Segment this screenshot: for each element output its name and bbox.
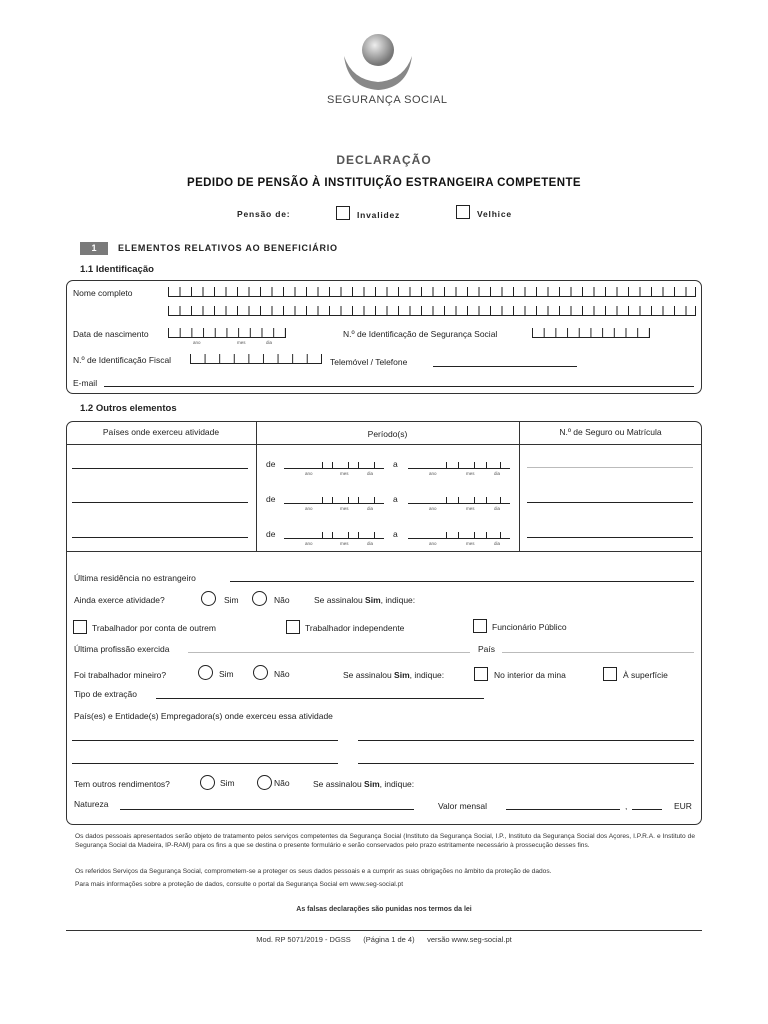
- other-income-no-radio[interactable]: [257, 775, 272, 790]
- table-header-periods: Período(s): [367, 429, 408, 439]
- period-from-field-1[interactable]: [284, 459, 384, 469]
- income-nature-field[interactable]: [120, 809, 414, 810]
- period-to-year-hint-3: ano: [429, 541, 437, 546]
- velhice-label: Velhice: [477, 209, 512, 219]
- surface-label: À superfície: [623, 670, 668, 680]
- period-from-field-2[interactable]: [284, 494, 384, 504]
- period-from-label-1: de: [266, 459, 276, 469]
- false-declaration-warning: As falsas declarações são punidas nos termos da lei: [296, 906, 472, 913]
- period-from-year-hint-2: ano: [305, 506, 313, 511]
- country-field-3[interactable]: [72, 537, 248, 538]
- last-profession-label: Última profissão exercida: [74, 644, 170, 654]
- extraction-type-label: Tipo de extração: [74, 689, 137, 699]
- table-col-divider-1: [256, 421, 257, 551]
- monthly-value-cents-field[interactable]: [632, 809, 662, 810]
- section-title: ELEMENTOS RELATIVOS AO BENEFICIÁRIO: [118, 243, 338, 253]
- logo: [338, 30, 418, 92]
- insurance-field-3[interactable]: [527, 537, 693, 538]
- document-title: DECLARAÇÃO: [336, 153, 432, 167]
- period-from-month-hint-3: mes: [340, 541, 349, 546]
- employers-field-1b[interactable]: [358, 740, 694, 741]
- nif-label: N.º de Identificação Fiscal: [73, 355, 172, 365]
- nif-field[interactable]: [190, 354, 322, 364]
- country-field-1[interactable]: [72, 468, 248, 469]
- country-field-2[interactable]: [72, 502, 248, 503]
- email-field[interactable]: [104, 386, 694, 387]
- footer-text: Mod. RP 5071/2019 - DGSS (Página 1 de 4) versão www.seg-social.pt: [256, 935, 512, 944]
- if-yes-suffix: , indique:: [380, 595, 416, 605]
- logo-emblem-icon: [338, 30, 418, 92]
- other-elements-subtitle: 1.2 Outros elementos: [80, 403, 177, 414]
- birth-month-hint: mes: [237, 340, 246, 345]
- email-label: E-mail: [73, 378, 98, 388]
- civil-servant-checkbox[interactable]: [473, 619, 487, 633]
- insurance-field-1[interactable]: [527, 467, 693, 468]
- full-name-label: Nome completo: [73, 288, 133, 298]
- period-to-month-hint-1: mes: [466, 471, 475, 476]
- period-from-day-hint-1: dia: [367, 471, 374, 476]
- other-income-yes-radio[interactable]: [200, 775, 215, 790]
- period-to-field-1[interactable]: [408, 459, 510, 469]
- decimal-separator: ,: [625, 801, 628, 811]
- insurance-field-2[interactable]: [527, 502, 693, 503]
- period-to-month-hint-3: mes: [466, 541, 475, 546]
- table-header-insurance: N.º de Seguro ou Matrícula: [559, 427, 662, 437]
- section-number: 1: [80, 242, 108, 255]
- identification-subtitle: 1.1 Identificação: [80, 264, 154, 275]
- other-income-yes-label: Sim: [220, 778, 235, 788]
- if-yes-bold: Sim: [394, 670, 410, 680]
- if-yes-prefix: Se assinalou: [343, 670, 395, 680]
- employers-field-1a[interactable]: [72, 740, 338, 741]
- miner-label: Foi trabalhador mineiro?: [74, 670, 167, 680]
- period-from-month-hint-2: mes: [340, 506, 349, 511]
- miner-no-label: Não: [274, 669, 290, 679]
- miner-yes-label: Sim: [219, 669, 234, 679]
- table-header-divider: [66, 444, 702, 445]
- period-to-day-hint-2: dia: [494, 506, 501, 511]
- employee-label: Trabalhador por conta de outrem: [92, 623, 216, 633]
- niss-label: N.º de Identificação de Segurança Social: [343, 329, 498, 339]
- miner-no-radio[interactable]: [253, 665, 268, 680]
- privacy-notice-3: Para mais informações sobre a proteção de dados, consulte o portal da Segurança Social em www.seg-social.pt: [75, 881, 404, 888]
- currency-label: EUR: [674, 801, 692, 811]
- self-employed-checkbox[interactable]: [286, 620, 300, 634]
- period-from-year-hint-1: ano: [305, 471, 313, 476]
- birth-year-hint: ano: [193, 340, 201, 345]
- period-to-field-3[interactable]: [408, 529, 510, 539]
- privacy-notice-2: Os referidos Serviços da Segurança Social, comprometem-se a proteger os seus dados pessoais e a cumprir as suas obrigações no âmbito da proteção de dados.: [75, 868, 552, 875]
- pension-type-label: Pensão de:: [237, 209, 291, 219]
- still-working-no-label: Não: [274, 595, 290, 605]
- period-to-year-hint-1: ano: [429, 471, 437, 476]
- logo-text: SEGURANÇA SOCIAL: [327, 94, 448, 106]
- period-from-year-hint-3: ano: [305, 541, 313, 546]
- full-name-field-line2[interactable]: [168, 306, 696, 316]
- monthly-value-label: Valor mensal: [438, 801, 487, 811]
- period-from-label-3: de: [266, 529, 276, 539]
- document-subtitle: PEDIDO DE PENSÃO À INSTITUIÇÃO ESTRANGEIRA COMPETENTE: [187, 177, 581, 189]
- profession-country-field[interactable]: [502, 652, 694, 653]
- table-bottom-divider: [66, 551, 702, 552]
- birth-day-hint: dia: [266, 340, 273, 345]
- period-from-day-hint-3: dia: [367, 541, 374, 546]
- self-employed-label: Trabalhador independente: [305, 623, 405, 633]
- income-nature-label: Natureza: [74, 799, 109, 809]
- period-from-month-hint-1: mes: [340, 471, 349, 476]
- table-header-countries: Países onde exerceu atividade: [102, 427, 220, 437]
- if-yes-suffix: , indique:: [379, 779, 415, 789]
- still-working-yes-radio[interactable]: [201, 591, 216, 606]
- employers-field-2a[interactable]: [72, 763, 338, 764]
- employers-label: País(es) e Entidade(s) Empregadora(s) onde exerceu essa atividade: [74, 711, 333, 721]
- still-working-if-yes: [314, 595, 415, 605]
- phone-field[interactable]: [433, 366, 577, 367]
- employers-field-2b[interactable]: [358, 763, 694, 764]
- period-to-label-3: a: [393, 529, 398, 539]
- footer-divider: [66, 930, 702, 931]
- period-from-day-hint-2: dia: [367, 506, 374, 511]
- if-yes-bold: Sim: [364, 779, 380, 789]
- if-yes-prefix: Se assinalou: [314, 595, 366, 605]
- if-yes-bold: Sim: [365, 595, 381, 605]
- if-yes-suffix: , indique:: [409, 670, 445, 680]
- other-income-no-label: Não: [274, 778, 290, 788]
- invalidez-label: Invalidez: [357, 210, 401, 220]
- period-to-field-2[interactable]: [408, 494, 510, 504]
- miner-if-yes: [343, 670, 444, 680]
- period-from-field-3[interactable]: [284, 529, 384, 539]
- period-from-label-2: de: [266, 494, 276, 504]
- velhice-checkbox[interactable]: [456, 205, 470, 219]
- birth-date-field[interactable]: [168, 328, 286, 338]
- inside-mine-checkbox[interactable]: [474, 667, 488, 681]
- profession-country-label: País: [478, 644, 496, 654]
- miner-yes-radio[interactable]: [198, 665, 213, 680]
- employee-checkbox[interactable]: [73, 620, 87, 634]
- still-working-yes-label: Sim: [224, 595, 239, 605]
- last-residence-field[interactable]: [230, 581, 694, 582]
- period-to-label-1: a: [393, 459, 398, 469]
- birth-date-label: Data de nascimento: [73, 329, 149, 339]
- still-working-label: Ainda exerce atividade?: [74, 595, 165, 605]
- period-to-label-2: a: [393, 494, 398, 504]
- surface-checkbox[interactable]: [603, 667, 617, 681]
- full-name-field-line1[interactable]: [168, 287, 696, 297]
- inside-mine-label: No interior da mina: [494, 670, 566, 680]
- monthly-value-field[interactable]: [506, 809, 620, 810]
- privacy-notice-1: Os dados pessoais apresentados serão objeto de tratamento pelos serviços competentes da Segurança Social (Instituto da Segurança Social, I.P., Instituto da Segurança Social dos Açores, I.P.R.A. e Instituto de Segurança Social da Madeira, IP-RAM) para os fins a que se destina o presente formulário e serão conservados pelo prazo estritamente necessário à prossecução desses fins.: [75, 833, 695, 849]
- civil-servant-label: Funcionário Público: [492, 622, 567, 632]
- period-to-month-hint-2: mes: [466, 506, 475, 511]
- last-residence-label: Última residência no estrangeiro: [74, 573, 196, 583]
- if-yes-prefix: Se assinalou: [313, 779, 365, 789]
- period-to-day-hint-1: dia: [494, 471, 501, 476]
- invalidez-checkbox[interactable]: [336, 206, 350, 220]
- still-working-no-radio[interactable]: [252, 591, 267, 606]
- phone-label: Telemóvel / Telefone: [330, 357, 408, 367]
- other-income-label: Tem outros rendimentos?: [74, 779, 170, 789]
- table-col-divider-2: [519, 421, 520, 551]
- last-profession-field[interactable]: [188, 652, 470, 653]
- period-to-day-hint-3: dia: [494, 541, 501, 546]
- niss-field[interactable]: [532, 328, 650, 338]
- extraction-type-field[interactable]: [156, 698, 484, 699]
- other-income-if-yes: [313, 779, 414, 789]
- period-to-year-hint-2: ano: [429, 506, 437, 511]
